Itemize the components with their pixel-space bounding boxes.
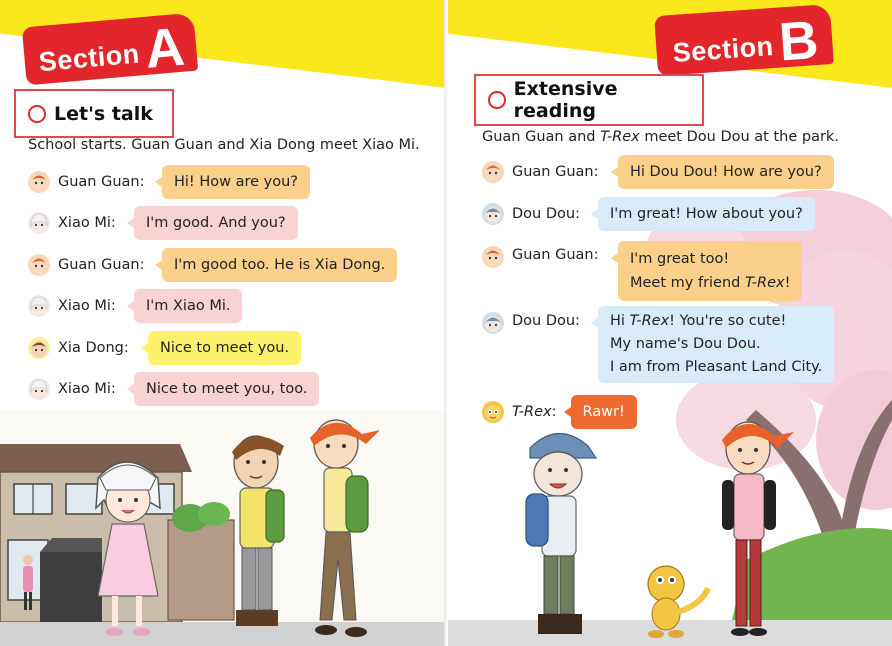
page-gutter (444, 0, 448, 646)
intro-text: School starts. Guan Guan and Xia Dong meet Xiao Mi. (28, 137, 420, 153)
section-word: Section (37, 38, 141, 78)
t-rex-avatar-icon (482, 401, 504, 423)
speaker-colon: : (551, 404, 557, 420)
section-letter: B (777, 9, 821, 73)
speech-bubble: Hi Dou Dou! How are you? (618, 155, 834, 189)
dialogue-line (482, 156, 834, 188)
speech-bubble: I'm Xiao Mi. (134, 289, 242, 323)
bubble-line-part: ! (784, 275, 791, 291)
guan-guan-avatar-icon (482, 161, 504, 183)
speaker-label: Xia Dong: (58, 340, 129, 356)
speaker-label: Guan Guan: (512, 247, 599, 263)
speech-bubble: I'm great! How about you? (598, 197, 815, 231)
bubble-line: My name's Dou Dou. (610, 336, 761, 352)
speech-bubble: Hi! How are you? (162, 165, 310, 199)
speaker-label: Xiao Mi: (58, 298, 116, 314)
intro-part: Guan Guan and (482, 129, 601, 145)
dou-dou-avatar-icon (482, 312, 504, 334)
speaker-label: Guan Guan: (512, 164, 599, 180)
t-rex-name: T-Rex (744, 275, 785, 291)
t-rex-name: T-Rex (629, 313, 670, 329)
speech-bubble: Rawr! (571, 395, 637, 429)
speaker-label: Dou Dou: (512, 206, 580, 222)
speech-bubble: Nice to meet you. (148, 331, 301, 365)
bubble-line: I am from Pleasant Land City. (610, 359, 823, 375)
speaker-label: Xiao Mi: (58, 381, 116, 397)
dialogue-line (482, 241, 802, 301)
heading-text: Let's talk (54, 102, 153, 125)
t-rex-name: T-Rex (600, 129, 640, 145)
guan-guan-avatar-icon (482, 246, 504, 268)
speech-bubble: I'm good too. He is Xia Dong. (162, 248, 397, 282)
speech-bubble (618, 241, 802, 301)
speaker-label: T-Rex (512, 404, 552, 420)
intro-part: meet Dou Dou at the park. (639, 129, 839, 145)
section-letter: A (142, 16, 187, 80)
bubble-line-part: Meet my friend (630, 275, 745, 291)
speaker-label: Dou Dou: (512, 313, 580, 329)
bubble-line-part: Hi (610, 313, 630, 329)
speaker-label: Guan Guan: (58, 174, 145, 190)
dou-dou-avatar-icon (482, 203, 504, 225)
speaker-label: Guan Guan: (58, 257, 145, 273)
section-word: Section (671, 30, 775, 68)
dialogue-line (482, 198, 815, 230)
dialogue-line (482, 396, 637, 428)
heading-text: Extensive reading (513, 78, 618, 122)
speaker-label: Xiao Mi: (58, 215, 116, 231)
bubble-line: I'm great too! (630, 251, 730, 267)
section-b-page (446, 0, 892, 646)
speech-bubble: I'm good. And you? (134, 206, 298, 240)
speech-bubble: Nice to meet you, too. (134, 372, 319, 406)
dialogue-line (482, 306, 834, 383)
speech-bubble (598, 306, 834, 383)
bubble-line-part: ! You're so cute! (669, 313, 787, 329)
